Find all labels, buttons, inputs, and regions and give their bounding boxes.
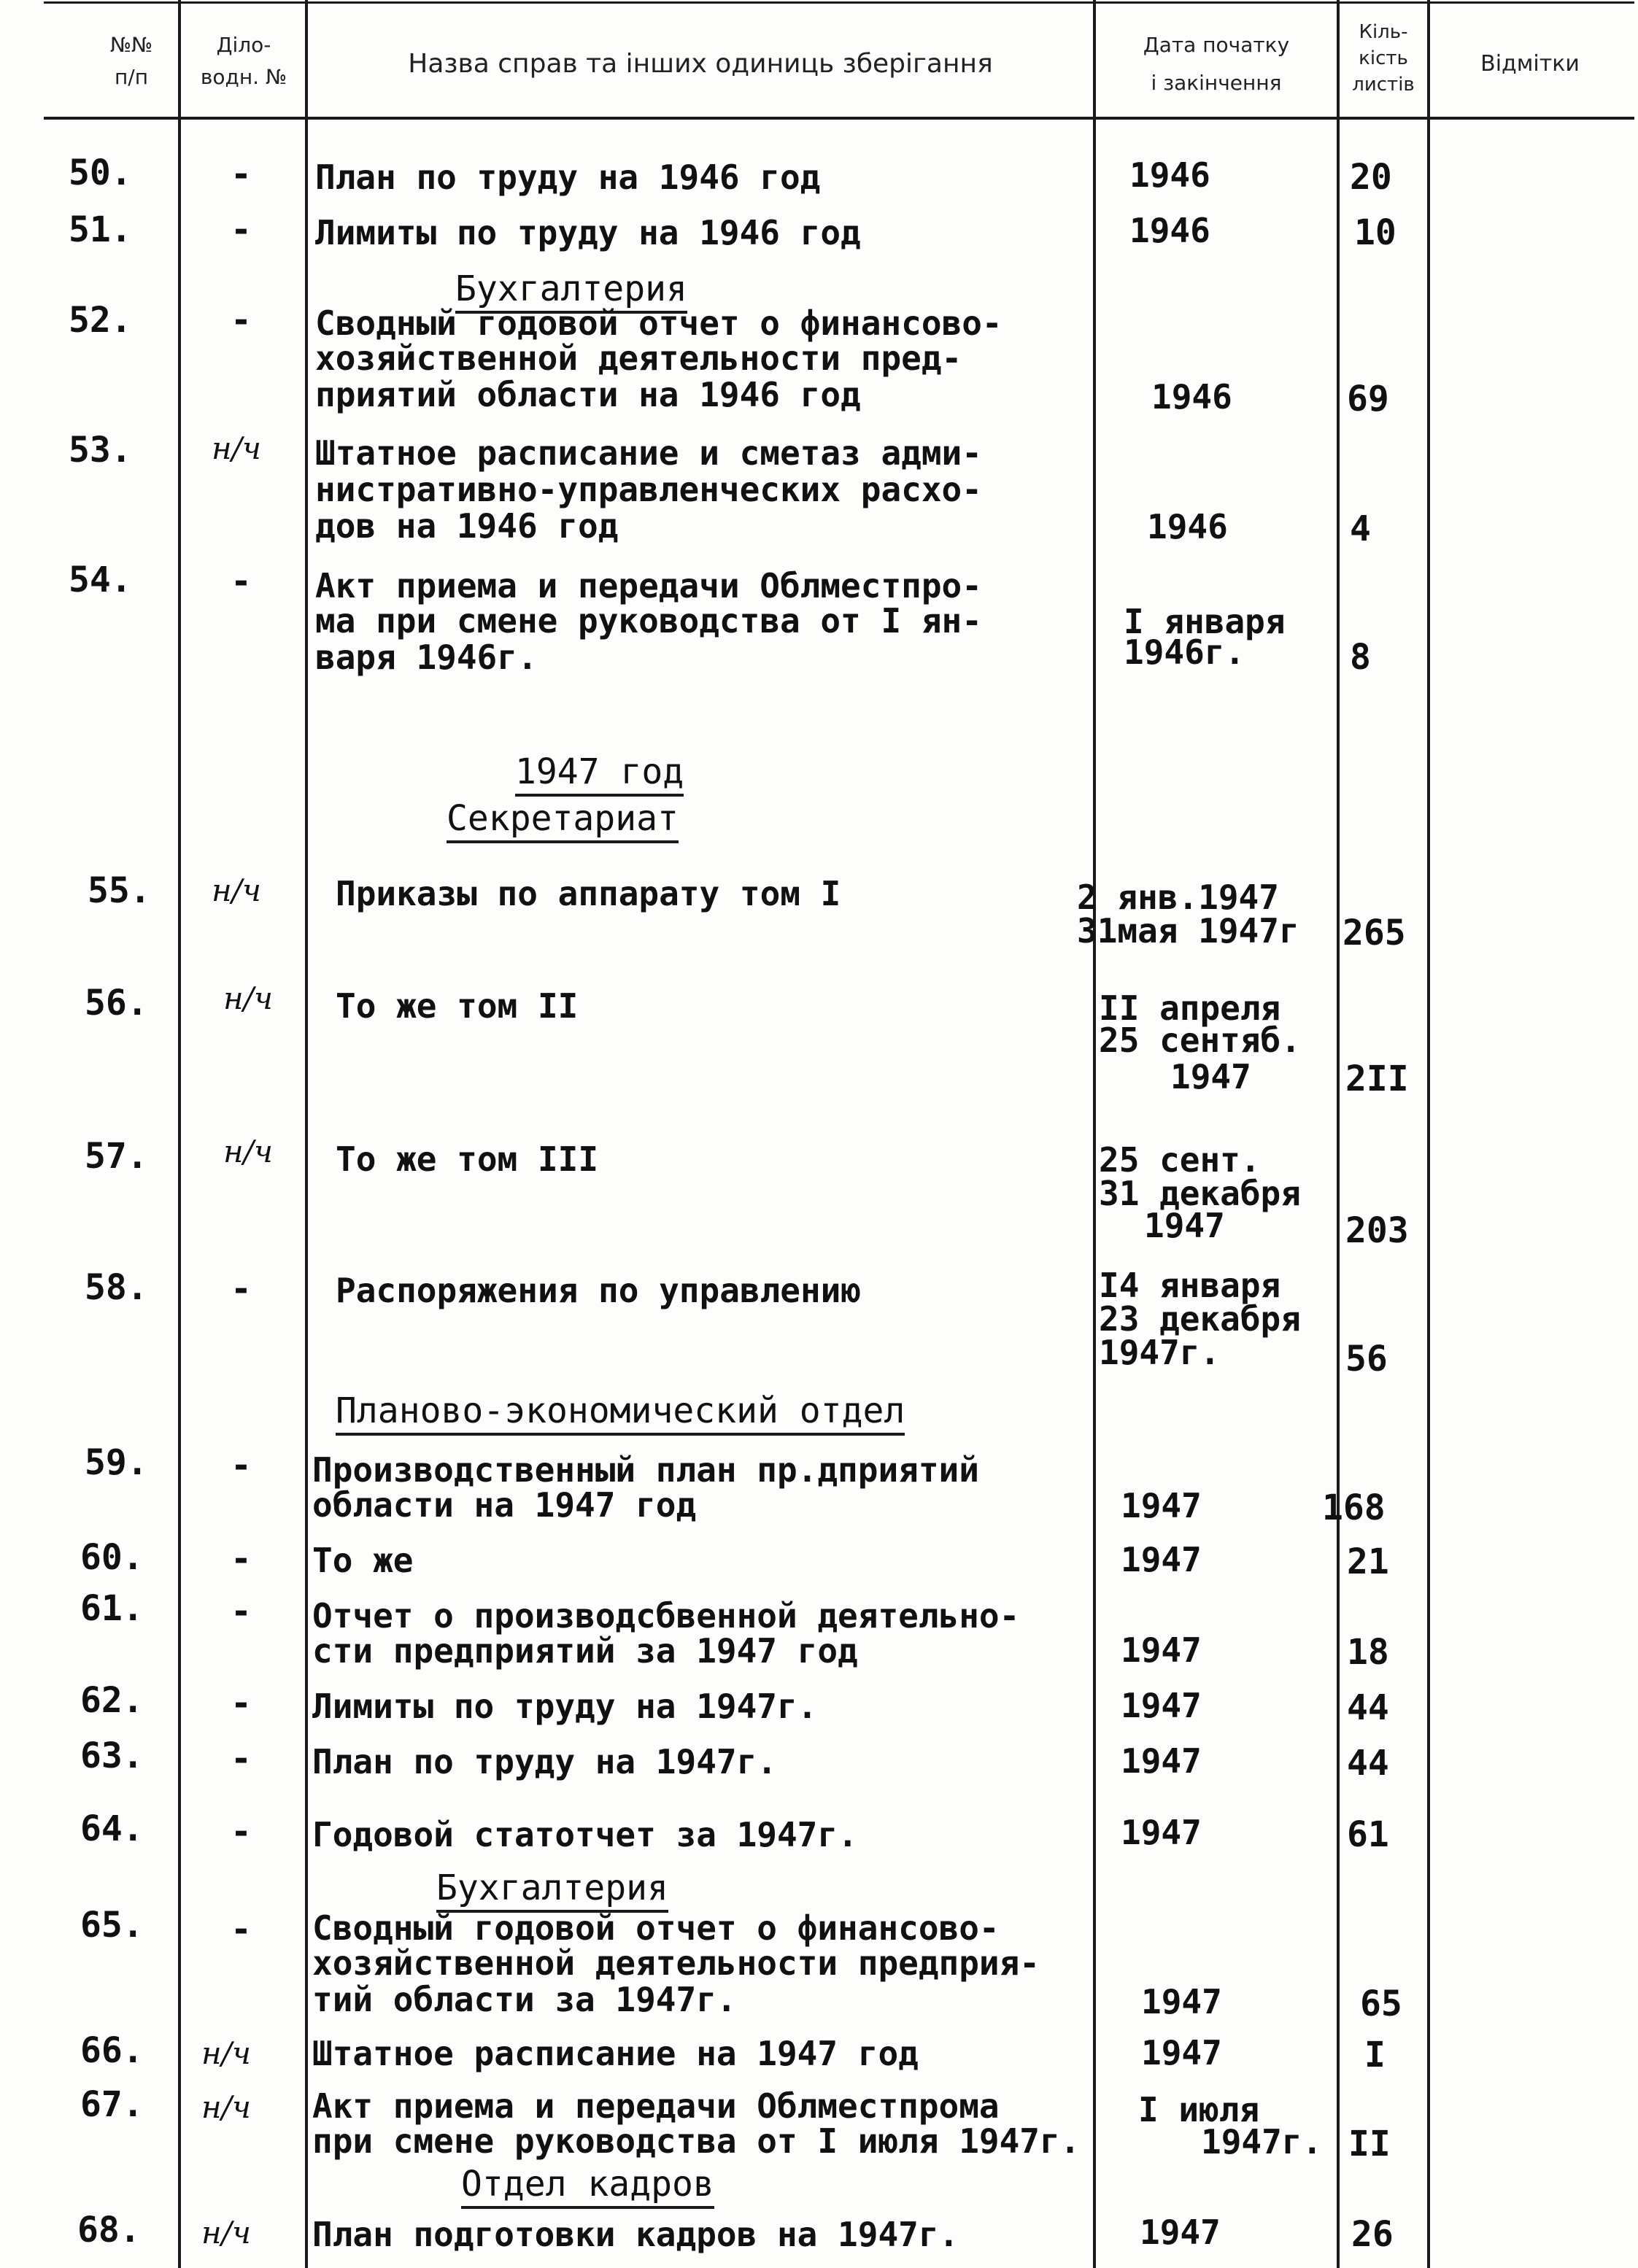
row-50-sheets: 20 — [1350, 157, 1392, 198]
row-57-date-2: 31 декабря — [1099, 1174, 1301, 1213]
row-61-office: - — [231, 1591, 252, 1632]
row-59-sheets: 168 — [1322, 1487, 1386, 1528]
header-notes-text: Відмітки — [1480, 51, 1580, 77]
row-57-date-3: 1947 — [1144, 1206, 1225, 1245]
row-59-title-1: Производственный план пр.дприятий — [312, 1450, 979, 1490]
row-51-num: 51. — [69, 209, 132, 250]
row-52-date: 1946 — [1151, 377, 1232, 417]
row-65-date: 1947 — [1141, 1982, 1222, 2021]
row-56-date-1: II апреля — [1099, 988, 1281, 1028]
row-55-title: Приказы по аппарату том I — [336, 874, 841, 913]
row-64-date: 1947 — [1121, 1813, 1202, 1852]
row-56-sheets: 2II — [1345, 1058, 1409, 1099]
row-65-num: 65. — [80, 1905, 144, 1946]
row-58-office: - — [231, 1269, 252, 1309]
row-63-num: 63. — [80, 1735, 144, 1776]
row-63-office: - — [231, 1738, 252, 1779]
row-66-title: Штатное расписание на 1947 год — [312, 2034, 919, 2073]
section-personnel-department-text: Отдел кадров — [461, 2164, 714, 2209]
row-62-num: 62. — [80, 1680, 144, 1721]
column-divider-4 — [1337, 0, 1340, 2268]
row-56-date-3: 1947 — [1170, 1057, 1251, 1096]
row-55-date-2: 31мая 1947г — [1077, 911, 1299, 951]
row-61-title-1: Отчет о производсбвенной деятельно- — [312, 1596, 1020, 1636]
row-52-sheets: 69 — [1347, 379, 1389, 419]
row-52-num: 52. — [69, 300, 132, 341]
row-57-date-1: 25 сент. — [1099, 1140, 1261, 1180]
row-67-num: 67. — [80, 2084, 144, 2125]
row-51-date: 1946 — [1129, 211, 1210, 250]
row-54-title-3: варя 1946г. — [315, 638, 538, 677]
row-53-title-1: Штатное расписание и сметаз адми- — [315, 433, 982, 473]
header-num — [88, 29, 175, 93]
row-59-title-2: области на 1947 год — [312, 1485, 697, 1525]
row-50-num: 50. — [69, 152, 132, 193]
header-office — [184, 29, 304, 93]
row-66-office: н/ч — [201, 2035, 251, 2071]
row-62-sheets: 44 — [1347, 1687, 1389, 1728]
row-67-date-1: I июля — [1138, 2090, 1260, 2129]
header-sheets-line1: Кіль- — [1359, 21, 1408, 43]
row-66-num: 66. — [80, 2030, 144, 2071]
row-53-date: 1946 — [1147, 507, 1228, 546]
section-secretariat — [447, 798, 679, 839]
row-54-sheets: 8 — [1350, 637, 1371, 678]
row-57-sheets: 203 — [1345, 1210, 1409, 1251]
row-68-office: н/ч — [201, 2215, 251, 2250]
row-64-num: 64. — [80, 1808, 144, 1849]
row-68-sheets: 26 — [1351, 2214, 1394, 2255]
header-sheets-line3: листів — [1352, 74, 1415, 96]
section-year-1947 — [515, 751, 684, 792]
row-62-title: Лимиты по труду на 1947г. — [312, 1687, 818, 1726]
row-57-num: 57. — [85, 1136, 148, 1177]
row-51-title: Лимиты по труду на 1946 год — [315, 213, 861, 252]
row-55-date-1: 2 янв.1947 — [1077, 878, 1279, 917]
row-65-title-2: хозяйственной деятельности предприя- — [312, 1943, 1040, 1983]
row-54-title-2: ма при смене руководства от I ян- — [315, 601, 982, 640]
row-50-title: План по труду на 1946 год — [315, 158, 821, 197]
row-57-office: н/ч — [223, 1134, 273, 1169]
row-68-title: План подготовки кадров на 1947г. — [312, 2215, 959, 2254]
row-53-sheets: 4 — [1350, 508, 1371, 549]
section-accounting-1947-text: Бухгалтерия — [436, 1868, 668, 1913]
header-office-line1: Діло- — [216, 33, 271, 57]
row-61-sheets: 18 — [1347, 1632, 1389, 1673]
header-num-line1: №№ — [109, 33, 153, 57]
header-notes — [1432, 48, 1629, 80]
row-64-title: Годовой статотчет за 1947г. — [312, 1815, 858, 1854]
row-67-date-2: 1947г. — [1201, 2122, 1323, 2161]
row-67-sheets: II — [1348, 2124, 1391, 2164]
row-60-office: - — [231, 1539, 252, 1579]
header-num-line2: п/п — [114, 65, 149, 89]
section-personnel-department — [461, 2164, 714, 2205]
row-68-date: 1947 — [1140, 2213, 1221, 2252]
row-58-num: 58. — [85, 1267, 148, 1308]
row-65-office: - — [231, 1909, 252, 1950]
row-55-office: н/ч — [212, 872, 261, 908]
row-60-title: То же — [312, 1541, 414, 1580]
row-67-title-1: Акт приема и передачи Облместпрома — [312, 2086, 1000, 2126]
header-office-line2: водн. № — [200, 65, 287, 89]
row-52-title-3: приятий области на 1946 год — [315, 375, 861, 414]
row-62-date: 1947 — [1121, 1686, 1202, 1725]
row-61-title-2: сти предприятий за 1947 год — [312, 1631, 858, 1671]
row-53-title-2: нистративно-управленческих расхо- — [315, 470, 982, 509]
header-dates-line2: і закінчення — [1151, 71, 1282, 95]
column-divider-5 — [1427, 0, 1430, 2268]
row-59-num: 59. — [85, 1442, 148, 1483]
row-65-title-3: тий области за 1947г. — [312, 1980, 737, 2019]
row-50-office: - — [231, 154, 252, 195]
row-62-office: - — [231, 1683, 252, 1724]
row-63-title: План по труду на 1947г. — [312, 1742, 777, 1781]
row-65-sheets: 65 — [1360, 1983, 1402, 2024]
row-54-date-1: I января — [1124, 602, 1286, 641]
row-51-sheets: 10 — [1354, 212, 1396, 253]
row-52-office: - — [231, 300, 252, 341]
header-title — [314, 48, 1087, 80]
column-divider-3 — [1093, 0, 1096, 2268]
row-68-num: 68. — [77, 2210, 141, 2250]
header-sheets — [1341, 19, 1426, 98]
row-58-sheets: 56 — [1345, 1339, 1388, 1379]
column-divider-1 — [178, 0, 181, 2268]
row-60-sheets: 21 — [1347, 1541, 1389, 1582]
row-60-date: 1947 — [1121, 1540, 1202, 1579]
header-top-rule — [44, 1, 1634, 4]
row-64-office: - — [231, 1811, 252, 1852]
section-planning-department — [336, 1390, 905, 1431]
row-51-office: - — [231, 209, 252, 250]
row-53-num: 53. — [69, 430, 132, 471]
row-56-office: н/ч — [223, 980, 273, 1016]
section-accounting-1947 — [436, 1868, 668, 1908]
row-64-sheets: 61 — [1347, 1814, 1389, 1855]
row-67-office: н/ч — [201, 2089, 251, 2125]
row-55-num: 55. — [88, 870, 151, 911]
row-52-title-1: Сводный годовой отчет о финансово- — [315, 303, 1002, 343]
column-divider-2 — [305, 0, 308, 2268]
row-60-num: 60. — [80, 1537, 144, 1578]
row-50-date: 1946 — [1129, 155, 1210, 195]
row-56-date-2: 25 сентяб. — [1099, 1021, 1301, 1060]
row-54-num: 54. — [69, 560, 132, 600]
row-65-title-1: Сводный годовой отчет о финансово- — [312, 1908, 1000, 1948]
row-61-num: 61. — [80, 1588, 144, 1629]
row-54-title-1: Акт приема и передачи Облместпро- — [315, 566, 982, 605]
header-sheets-line2: кість — [1359, 47, 1408, 69]
section-accounting-1946-text: Бухгалтерия — [455, 268, 687, 314]
section-year-1947-text: 1947 год — [515, 751, 684, 797]
header-title-text: Назва справ та інших одиниць зберігання — [408, 49, 993, 79]
row-57-title: То же том III — [336, 1139, 599, 1179]
row-53-office: н/ч — [212, 430, 261, 466]
row-67-title-2: при смене руководства от I июля 1947г. — [312, 2121, 1081, 2161]
row-56-title: То же том II — [336, 986, 579, 1026]
row-53-title-3: дов на 1946 год — [315, 506, 619, 546]
row-52-title-2: хозяйственной деятельности пред- — [315, 338, 962, 378]
row-58-date-2: 23 декабря — [1099, 1299, 1301, 1339]
row-63-sheets: 44 — [1347, 1743, 1389, 1784]
section-planning-department-text: Планово-экономический отдел — [336, 1390, 905, 1436]
row-63-date: 1947 — [1121, 1741, 1202, 1781]
row-58-date-1: I4 января — [1099, 1266, 1281, 1305]
header-bottom-rule — [44, 117, 1634, 120]
row-66-sheets: I — [1364, 2035, 1386, 2075]
row-54-office: - — [231, 561, 252, 602]
row-58-date-3: 1947г. — [1099, 1333, 1221, 1372]
row-56-num: 56. — [85, 983, 148, 1023]
row-55-sheets: 265 — [1343, 913, 1406, 953]
header-dates — [1099, 26, 1334, 102]
row-54-date-2: 1946г. — [1124, 632, 1245, 672]
header-dates-line1: Дата початку — [1143, 33, 1290, 57]
row-59-date: 1947 — [1121, 1486, 1202, 1525]
row-61-date: 1947 — [1121, 1630, 1202, 1670]
row-59-office: - — [231, 1445, 252, 1486]
row-58-title: Распоряжения по управлению — [336, 1271, 862, 1310]
section-secretariat-text: Секретариат — [447, 798, 679, 843]
row-66-date: 1947 — [1141, 2033, 1222, 2072]
